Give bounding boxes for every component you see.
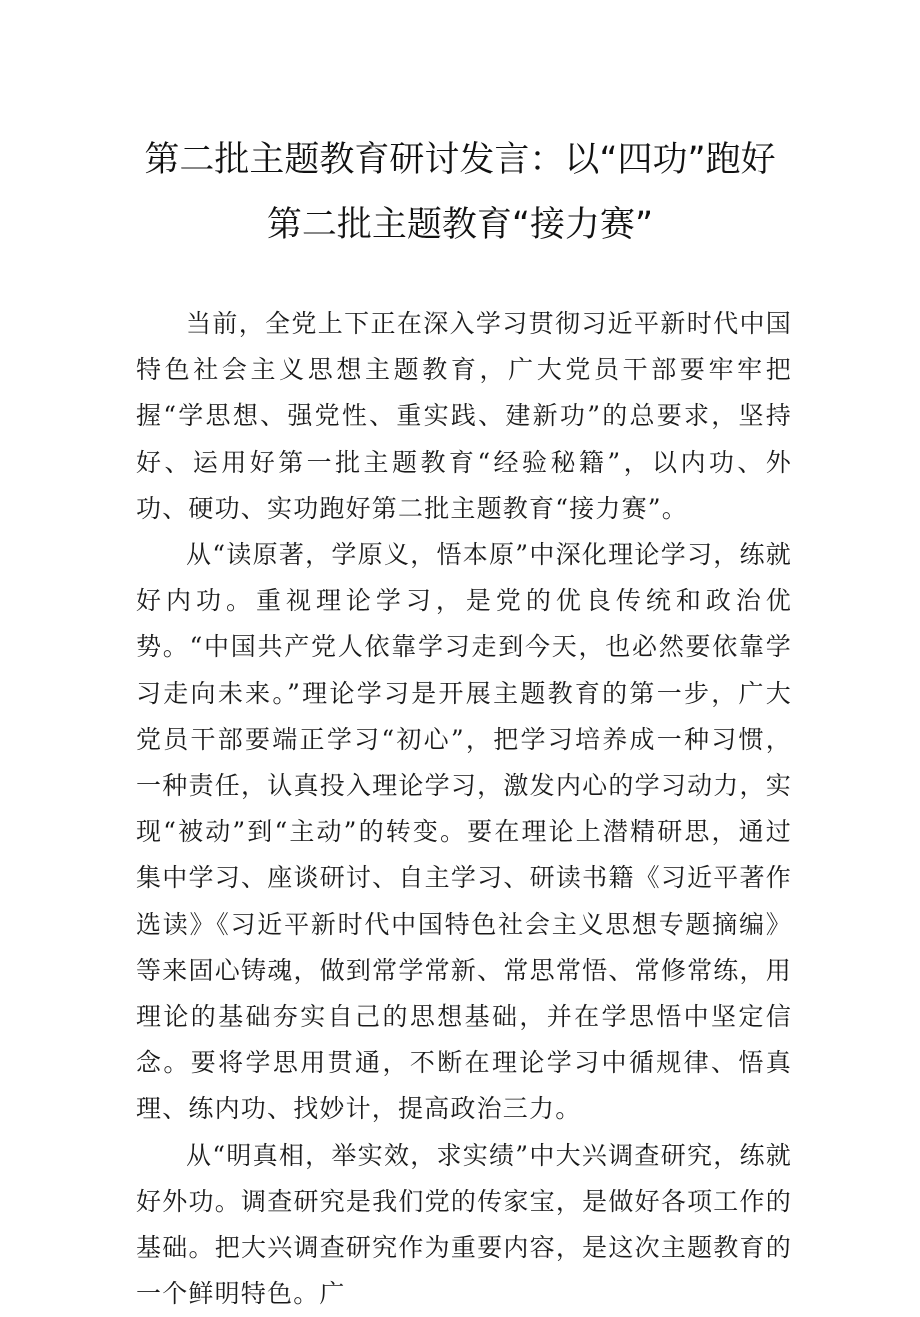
paragraph-inner-skill: 从“读原著，学原义，悟本原”中深化理论学习，练就好内功。重视理论学习，是党的优良传统和政治优势。“中国共产党人依靠学习走到今天，也必然要依靠学习走向未来。”理论学习是开展主题教育的第一步，广大党员干部要端正学习“初心”，把学习培养成一种习惯，一种责任，认真投入理论学习，激发内心的学习动力，实现“被动”到“主动”的转变。要在理论上潜精研思，通过集中学习、座谈研讨、自主学习、研读书籍《习近平著作选读》《习近平新时代中国特色社会主义思想专题摘编》等来固心铸魂，做到常学常新、常思常悟、常修常练，用理论的基础夯实自己的思想基础，并在学思悟中坚定信念。要将学思用贯通，不断在理论学习中循规律、悟真理、练内功、找妙计，提高政治三力。 bbox=[136, 540, 792, 1124]
paragraph-outer-skill: 从“明真相，举实效，求实绩”中大兴调查研究，练就好外功。调查研究是我们党的传家宝，是做好各项工作的基础。把大兴调查研究作为重要内容，是这次主题教育的一个鲜明特色。广 bbox=[136, 1140, 792, 1309]
document-body bbox=[136, 301, 792, 1317]
document-title-line-1: 第二批主题教育研讨发言：以“四功”跑好 bbox=[144, 140, 776, 180]
document-title-line-2: 第二批主题教育“接力赛” bbox=[266, 205, 654, 245]
paragraph-intro: 当前，全党上下正在深入学习贯彻习近平新时代中国特色社会主义思想主题教育，广大党员干部要牢牢把握“学思想、强党性、重实践、建新功”的总要求，坚持好、运用好第一批主题教育“经验秘籍”，以内功、外功、硬功、实功跑好第二批主题教育“接力赛”。 bbox=[136, 309, 792, 523]
